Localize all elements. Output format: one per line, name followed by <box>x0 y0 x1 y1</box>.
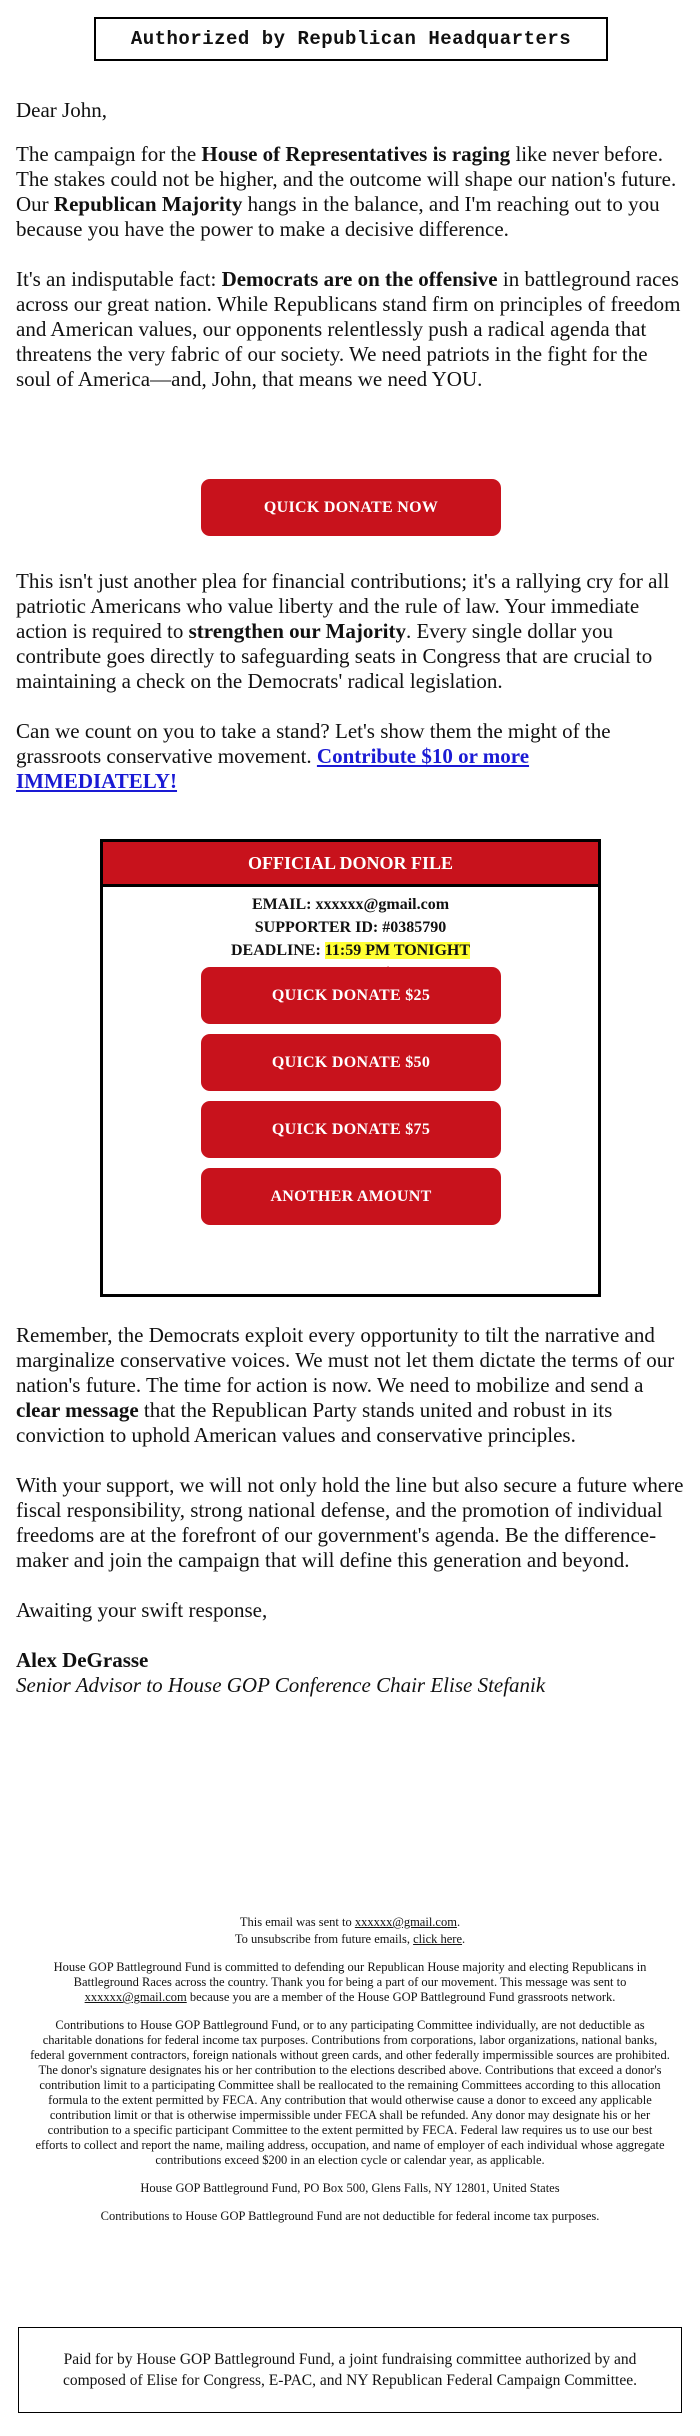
quick-donate-25-button[interactable]: QUICK DONATE $25 <box>201 967 501 1024</box>
official-donor-file <box>100 839 601 1297</box>
authorization-banner: Authorized by Republican Headquarters <box>94 17 608 61</box>
tax-disclaimer: Contributions to House GOP Battleground Fund are not deductible for federal income tax purposes. <box>100 2209 600 2223</box>
signoff: Awaiting your swift response, <box>16 1598 268 1622</box>
donor-file-title: OFFICIAL DONOR FILE <box>103 842 598 887</box>
signature-title: Senior Advisor to House GOP Conference Chair Elise Stefanik <box>16 1673 546 1697</box>
letter-closing <box>16 1323 686 1698</box>
quick-donate-50-button[interactable]: QUICK DONATE $50 <box>201 1034 501 1091</box>
mailing-address: House GOP Battleground Fund, PO Box 500, Glens Falls, NY 12801, United States <box>140 2181 560 2195</box>
paragraph-1: The campaign for the House of Representatives is raging like never before. The stakes could not be higher, and the outcome will shape our nation's future. Our Republican Majority hangs in the balance, and I'm reaching out to you because you have the power to make a decisive difference. <box>16 142 677 241</box>
letter-body <box>16 98 686 417</box>
signature-name: Alex DeGrasse <box>16 1648 149 1672</box>
sent-to-line: This email was sent to xxxxxx@gmail.com. <box>239 1915 461 1929</box>
mission-statement: House GOP Battleground Fund is committed to defending our Republican House majority and electing Republicans in Battleground Races across the country. Thank you for being a part of our movement. This message was sent to xxxxxx@gmail.com because you are a member of the House GOP Battleground Fund grassroots network. <box>53 1960 647 2004</box>
donor-deadline-line: DEADLINE: 11:59 PM TONIGHT <box>231 942 470 959</box>
another-amount-button[interactable]: ANOTHER AMOUNT <box>201 1168 501 1225</box>
sent-to-email-link[interactable]: xxxxxx@gmail.com <box>354 1915 457 1929</box>
paragraph-4: Can we count on you to take a stand? Let's show them the might of the grassroots conservative movement. Contribute $10 or more IMMEDIATELY! <box>16 719 611 793</box>
legal-disclaimer: Contributions to House GOP Battleground Fund, or to any participating Committee individually, are not deductible as charitable donations for federal income tax purposes. Contributions from corporations, labor organizations, national banks, federal government contractors, foreign nationals without green cards, and other federally impermissible sources are prohibited. The donor's signature designates his or her contribution to the elections described above. Contributions that exceed a donor's contribution limit to a participating Committee shall be reallocated to the remaining Committees according to this allocation formula to the extent permitted by FECA. Any contribution that would otherwise cause a donor to exceed any applicable contribution limit or that is otherwise impermissible under FECA shall be refunded. Any donor may designate his or her contribution to a specific participant Committee to the extent permitted by FECA. Federal law requires us to use our best efforts to collect and report the name, mailing address, occupation, and name of employer of each individual whose aggregate contributions exceed $200 in an election cycle or calendar year, as applicable. <box>30 2018 670 2167</box>
paragraph-3: This isn't just another plea for financial contributions; it's a rallying cry for all patriotic Americans who value liberty and the rule of law. Your immediate action is required to strengthen our Majority. Every single dollar you contribute goes directly to safeguarding seats in Congress that are crucial to maintaining a check on the Democrats' radical legislation. <box>16 569 670 693</box>
unsubscribe-link[interactable]: click here <box>413 1932 463 1946</box>
quick-donate-now-button[interactable]: QUICK DONATE NOW <box>201 479 501 536</box>
unsubscribe-line: To unsubscribe from future emails, click here. <box>234 1932 466 1946</box>
deadline-highlight: 11:59 PM TONIGHT <box>324 942 470 959</box>
email-footer <box>30 1915 670 2237</box>
paid-for-by-box: Paid for by House GOP Battleground Fund, a joint fundraising committee authorized by and composed of Elise for Congress, E-PAC, and NY Republican Federal Campaign Committee. <box>18 2327 682 2413</box>
paragraph-5: Remember, the Democrats exploit every opportunity to tilt the narrative and marginalize conservative voices. We must not let them dictate the terms of our nation's future. The time for action is now. We need to mobilize and send a clear message that the Republican Party stands united and robust in its conviction to uphold American values and conservative principles. <box>16 1323 675 1447</box>
contribute-link[interactable]: Contribute $10 or more IMMEDIATELY! <box>16 744 530 793</box>
letter-body-middle <box>16 569 686 819</box>
paragraph-2: It's an indisputable fact: Democrats are on the offensive in battleground races across our great nation. While Republicans stand firm on principles of freedom and American values, our opponents relentlessly push a radical agenda that threatens the very fabric of our society. We need patriots in the fight for the soul of America—and, John, that means we need YOU. <box>16 267 681 391</box>
donor-email-line: EMAIL: xxxxxx@gmail.com <box>251 896 450 913</box>
member-email-link[interactable]: xxxxxx@gmail.com <box>84 1990 187 2004</box>
donor-supporter-line: SUPPORTER ID: #0385790 <box>254 919 447 936</box>
paragraph-6: With your support, we will not only hold the line but also secure a future where fiscal responsibility, strong national defense, and the promotion of individual freedoms are at the forefront of our government's agenda. Be the difference-maker and join the campaign that will define this generation and beyond. <box>16 1473 684 1572</box>
salutation: Dear John, <box>16 98 107 122</box>
quick-donate-75-button[interactable]: QUICK DONATE $75 <box>201 1101 501 1158</box>
